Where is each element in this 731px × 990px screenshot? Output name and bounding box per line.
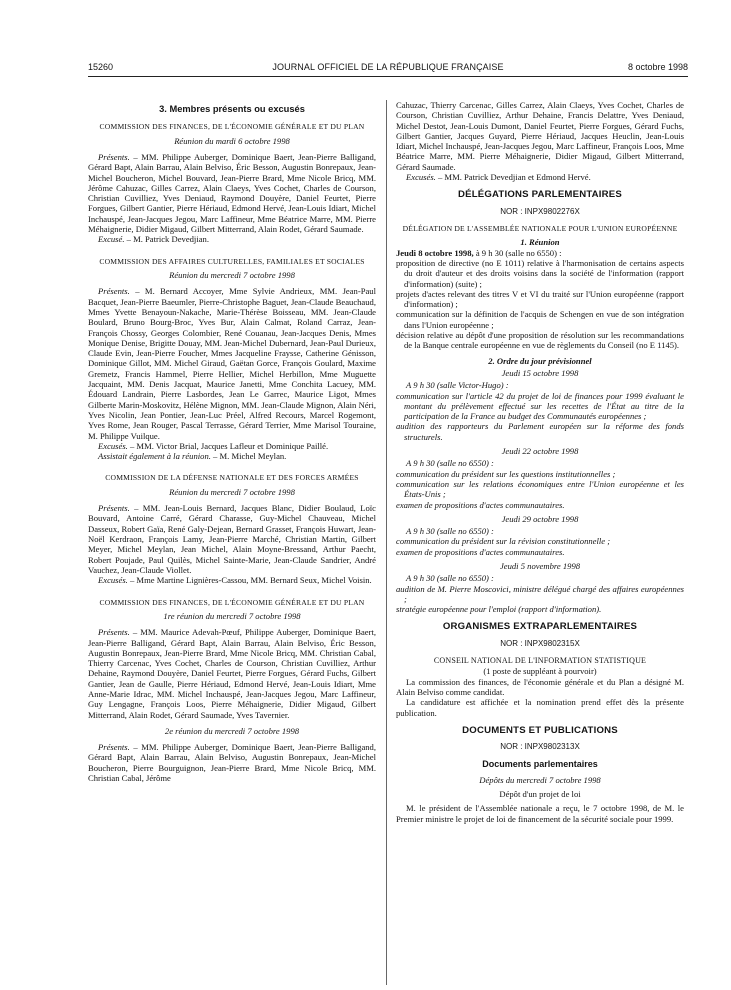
page-number: 15260 [88,62,114,72]
agenda-date: Jeudi 5 novembre 1998 [499,560,581,571]
agenda-item: examen de propositions d'actes communautaires. [396,546,565,557]
presents-label: Présents. [98,286,130,297]
agenda-time: A 9 h 30 (salle no 6550) : [406,573,494,584]
meeting-intro: à 9 h 30 (salle no 6550) : [473,247,562,258]
documents-title: DOCUMENTS ET PUBLICATIONS [462,724,618,736]
organismes-paragraph: La candidature est affichée et la nomination prend effet dès la présente publication. [396,697,684,718]
subheading-ordre-du-jour: 2. Ordre du jour prévisionnel [488,355,592,366]
presents-paragraph [88,503,376,575]
agenda-item: examen de propositions d'actes communautaires. [396,499,565,510]
commission-name: COMMISSION DE LA DÉFENSE NATIONALE ET DES FORCES ARMÉES [105,473,359,483]
presents-label: Présents. [98,152,130,162]
page-header [88,62,688,76]
column-divider [386,100,387,985]
commission-name: COMMISSION DES FINANCES, DE L'ÉCONOMIE GÉNÉRALE ET DU PLAN [99,597,365,607]
presents-label: Présents. [98,503,130,514]
right-column [396,100,684,824]
section-title: 3. Membres présents ou excusés [159,104,305,114]
depot-heading: Dépôt d'un projet de loi [499,789,581,800]
excuses-label: Excusés. [98,575,128,586]
presents-label: Présents. [98,627,130,638]
excuses-paragraph [88,575,376,585]
header-rule [88,76,688,77]
excuses-list: – Mme Martine Lignières-Cassou, MM. Bernard Seux, Michel Voisin. [127,575,372,586]
agenda-date: Jeudi 15 octobre 1998 [501,367,579,378]
delegation-name: DÉLÉGATION DE L'ASSEMBLÉE NATIONALE POUR L'UNION EUROPÉENNE [402,223,678,233]
agenda-item: communication sur la définition de l'acquis de Schengen en vue de son intégration dans l'Union européenne ; [396,309,684,330]
agenda-time: A 9 h 30 (salle no 6550) : [406,458,494,469]
excuses-label: Excusés. [406,172,436,183]
journal-title: JOURNAL OFFICIEL DE LA RÉPUBLIQUE FRANÇAISE [272,62,504,72]
commission-block [88,726,376,783]
agenda-item: stratégie européenne pour l'emploi (rapport d'information). [396,604,602,615]
issue-date: 8 octobre 1998 [627,62,688,72]
agenda-item: projets d'actes relevant des titres V et VI du traité sur l'Union européenne (rapport d'information) ; [396,288,684,310]
nor-reference: NOR : INPX9802313X [500,742,580,752]
presents-paragraph [88,627,376,720]
presents-label: Présents. [98,742,130,753]
agenda-item: communication sur les relations économiques entre l'Union européenne et les États-Unis ; [396,478,684,500]
presents-list: – MM. Jean-Louis Bernard, Jacques Blanc, Didier Boulaud, Loïc Bouvard, Antoine Carré, Gérard Charasse, Guy-Michel Chauveau, Michel Dasseux, Robert Gaïa, René Galy-Dejean, Bernard Grasset, François Huwart, Jean-Noël Kerdraon, François Lamy, Jean-Pierre Marché, Christian Martin, Gilbert Meyer, Michel Meylan, Jean Michel, Alain Moyne-Bressand, Arthur Paecht, Robert Poujade, Paul Quilès, Michel Sainte-Marie, Jean-Claude Sandrier, André Vauchez, Jean-Claude Viollet. [88,503,376,575]
commission-name: COMMISSION DES FINANCES, DE L'ÉCONOMIE GÉNÉRALE ET DU PLAN [99,122,365,132]
agenda-item: proposition de directive (no E 1011) relative à l'harmonisation de certains aspects du droit d'auteur et des droits voisins dans la société de l'information (rapport d'information) (suite) ; [396,257,684,289]
meeting-date: Jeudi 8 octobre 1998, [396,247,474,258]
meeting-date: 2e réunion du mercredi 7 octobre 1998 [164,725,300,736]
agenda-item: audition de M. Pierre Moscovici, ministre délégué chargé des affaires européennes ; [396,583,684,604]
agenda-date: Jeudi 22 octobre 1998 [501,446,579,457]
nor-reference: NOR : INPX9802276X [500,206,580,216]
excuses-paragraph [88,234,376,244]
agenda-item: audition des rapporteurs du Parlement européen sur la réforme des fonds structurels. [396,421,684,442]
agenda-date: Jeudi 29 octobre 1998 [501,513,579,524]
presents-list: – MM. Philippe Auberger, Dominique Baert, Jean-Pierre Balligand, Gérard Bapt, Alain Barrau, Alain Belviso, Éric Besson, Augustin Bonrepaux, Jean-Michel Boucheron, Michel Bouvard, Jean-Pierre Brard, Mme Nicole Bricq, MM. Jérôme Cahuzac, Gilles Carrez, Alain Claeys, Yves Cochet, Charles de Courson, Christian Cuvilliez, Yves Deniaud, Raymond Douyère, Daniel Feurtet, Pierre Forgues, Gilbert Gantier, Pierre Hériaud, Edmond Hervé, Jean-Louis Idiart, Michel Inchauspé, Jean-Jacques Jegou, Marc Laffineur, Mme Béatrice Marre, MM. Pierre Méhaignerie, Didier Migaud, Gilbert Mitterrand, Alain Rodet, Gérard Saumade. [88,152,376,235]
meeting-line [396,248,684,258]
presents-list: – MM. Maurice Adevah-Pœuf, Philippe Auberger, Dominique Baert, Jean-Pierre Balligand, Gérard Bapt, Alain Barrau, Alain Belviso, Éric Besson, Augustin Bonrepaux, Jean-Pierre Brard, Mme Nicole Bricq, MM. Christian Cabal, Thierry Carcenac, Yves Cochet, Charles de Courson, Christian Cuvilliez, Arthur Dehaine, Raymond Douyère, Daniel Feurtet, Pierre Forgues, Gérard Fuchs, Gilbert Gantier, Jean de Gaulle, Pierre Hériaud, Edmond Hervé, Jean-Louis Idiart, Mme Anne-Marie Idrac, MM. Michel Inchauspé, Jean-Jacques Jegou, Marc Laffineur, Guy Lengagne, François Loos, Pierre Méhaignerie, Didier Migaud, Gilbert Mitterrand, Alain Rodet, Gérard Saumade, Yves Tavernier. [88,627,376,720]
commission-block [88,598,376,720]
excuses-list: – MM. Victor Brial, Jacques Lafleur et Dominique Paillé. [127,440,329,451]
presents-list: – M. Bernard Accoyer, Mme Sylvie Andrieux, MM. Jean-Paul Bacquet, Jean-Pierre Baeumler, Pierre-Christophe Baguet, Jean-Claude Beauchaud, Mmes Yvette Benayoun-Nakache, Marie-Thérèse Boisseau, MM. Jean-Claude Boulard, Bruno Bourg-Broc, Yves Bur, Alain Calmat, Roland Carraz, Jean-François Chossy, Georges Colombier, René Couanau, Jean-Jacques Denis, Mmes Monique Denise, Brigitte Douay, MM. Jean-Michel Dubernard, Jean-Paul Durieux, Claude Evin, Jean-Pierre Foucher, Mmes Jacqueline Fraysse, Catherine Génisson, Dominique Gillot, MM. Michel Giraud, Gaëtan Gorce, François Goulard, Maxime Gremetz, Francis Hammel, Pierre Hellier, Michel Herbillon, Mme Muguette Jacquaint, MM. Denis Jacquat, Maurice Janetti, Mme Conchita Lacuey, MM. Édouard Landrain, Pierre Lasbordes, Jean Le Garrec, Maurice Ligot, Mmes Gilberte Marin-Moskovitz, Hélène Mignon, MM. Jean-Claude Mignon, Alain Néri, Yves Nicolin, Jean Pontier, Jean-Luc Préel, Alfred Recours, Marcel Rogemont, Yves Rome, Jean Rouger, Pascal Terrasse, Gérard Terrier, Mme Marisol Touraine, M. Philippe Vuilque. [88,286,376,441]
depots-date: Dépôts du mercredi 7 octobre 1998 [479,774,601,785]
presents-paragraph [88,152,376,234]
subheading-reunion: 1. Réunion [520,237,560,248]
excuses-paragraph [396,172,684,182]
commission-block [88,122,376,244]
conseil-name: CONSEIL NATIONAL DE L'INFORMATION STATISTIQUE [433,656,647,666]
excuses-list: – MM. Patrick Devedjian et Edmond Hervé. [435,172,591,183]
agenda-item: décision relative au dépôt d'une proposition de résolution sur les recommandations de la Banque centrale européenne en vue de règlements du Conseil (no E 1145). [396,330,684,351]
presents-paragraph [88,742,376,783]
nor-reference: NOR : INPX9802315X [500,638,580,648]
commission-block [88,473,376,585]
meeting-date: Réunion du mardi 6 octobre 1998 [174,135,290,146]
presents-paragraph [88,286,376,440]
presents-list: – MM. Philippe Auberger, Dominique Baert, Jean-Pierre Balligand, Gérard Bapt, Alain Barrau, Alain Belviso, Augustin Bonrepaux, Jean-Michel Boucheron, Pierre Bourguignon, Jean-Pierre Brard, Mme Nicole Bricq, MM. Christian Cabal, Jérôme [88,742,376,784]
excuses-paragraph [88,441,376,451]
excuses-list: – M. Patrick Devedjian. [124,234,209,245]
agenda-item: communication du président sur la révision constitutionnelle ; [396,536,611,547]
continuation-paragraph: Cahuzac, Thierry Carcenac, Gilles Carrez, Alain Claeys, Yves Cochet, Charles de Courson, Christian Cuvilliez, Arthur Dehaine, Francis Delattre, Yves Deniaud, Michel Destot, Jean-Louis Dumont, Daniel Feurtet, Pierre Forgues, Gérard Fuchs, Gilbert Gantier, Jacques Guyard, Pierre Hériaud, Jacques Heuclin, Jean-Louis Idiart, Michel Inchauspé, Jean-Jacques Jegou, Marc Laffineur, François Loos, Mme Béatrice Marre, MM. Pierre Méhaignerie, Didier Migaud, Gilbert Mitterrand, Gérard Saumade. [396,100,684,172]
left-column [88,100,376,783]
agenda-time: A 9 h 30 (salle no 6550) : [406,526,494,537]
agenda-item: communication du président sur les questions institutionnelles ; [396,468,616,479]
extra-text: – M. Michel Meylan. [210,451,287,462]
meeting-date: Réunion du mercredi 7 octobre 1998 [169,270,295,281]
agenda-time: A 9 h 30 (salle Victor-Hugo) : [406,380,509,391]
excuses-label: Excusés. [98,440,128,451]
extra-label: Assistait également à la réunion. [98,451,211,462]
meeting-date: 1re réunion du mercredi 7 octobre 1998 [163,610,301,621]
delegations-title: DÉLÉGATIONS PARLEMENTAIRES [457,189,623,201]
organismes-paragraph: La commission des finances, de l'économie générale et du Plan a désigné M. Alain Belviso comme candidat. [396,676,684,697]
commission-name: COMMISSION DES AFFAIRES CULTURELLES, FAMILIALES ET SOCIALES [99,256,365,266]
poste-note: (1 poste de suppléant à pourvoir) [483,666,597,677]
organismes-title: ORGANISMES EXTRAPARLEMENTAIRES [442,621,638,633]
excuses-label: Excusé. [98,234,125,245]
meeting-date: Réunion du mercredi 7 octobre 1998 [169,486,295,497]
agenda-item: communication sur l'article 42 du projet de loi de finances pour 1999 évaluant le montant du prélèvement effectué sur les recettes de l'État au titre de la participation de la France au budget des Communautés européennes ; [396,390,684,422]
extra-paragraph [88,451,376,461]
commission-block [88,257,376,462]
depot-paragraph: M. le président de l'Assemblée nationale a reçu, le 7 octobre 1998, de M. le Premier ministre le projet de loi de financement de la sécurité sociale pour 1999. [396,803,684,824]
documents-subtitle: Documents parlementaires [482,759,598,770]
